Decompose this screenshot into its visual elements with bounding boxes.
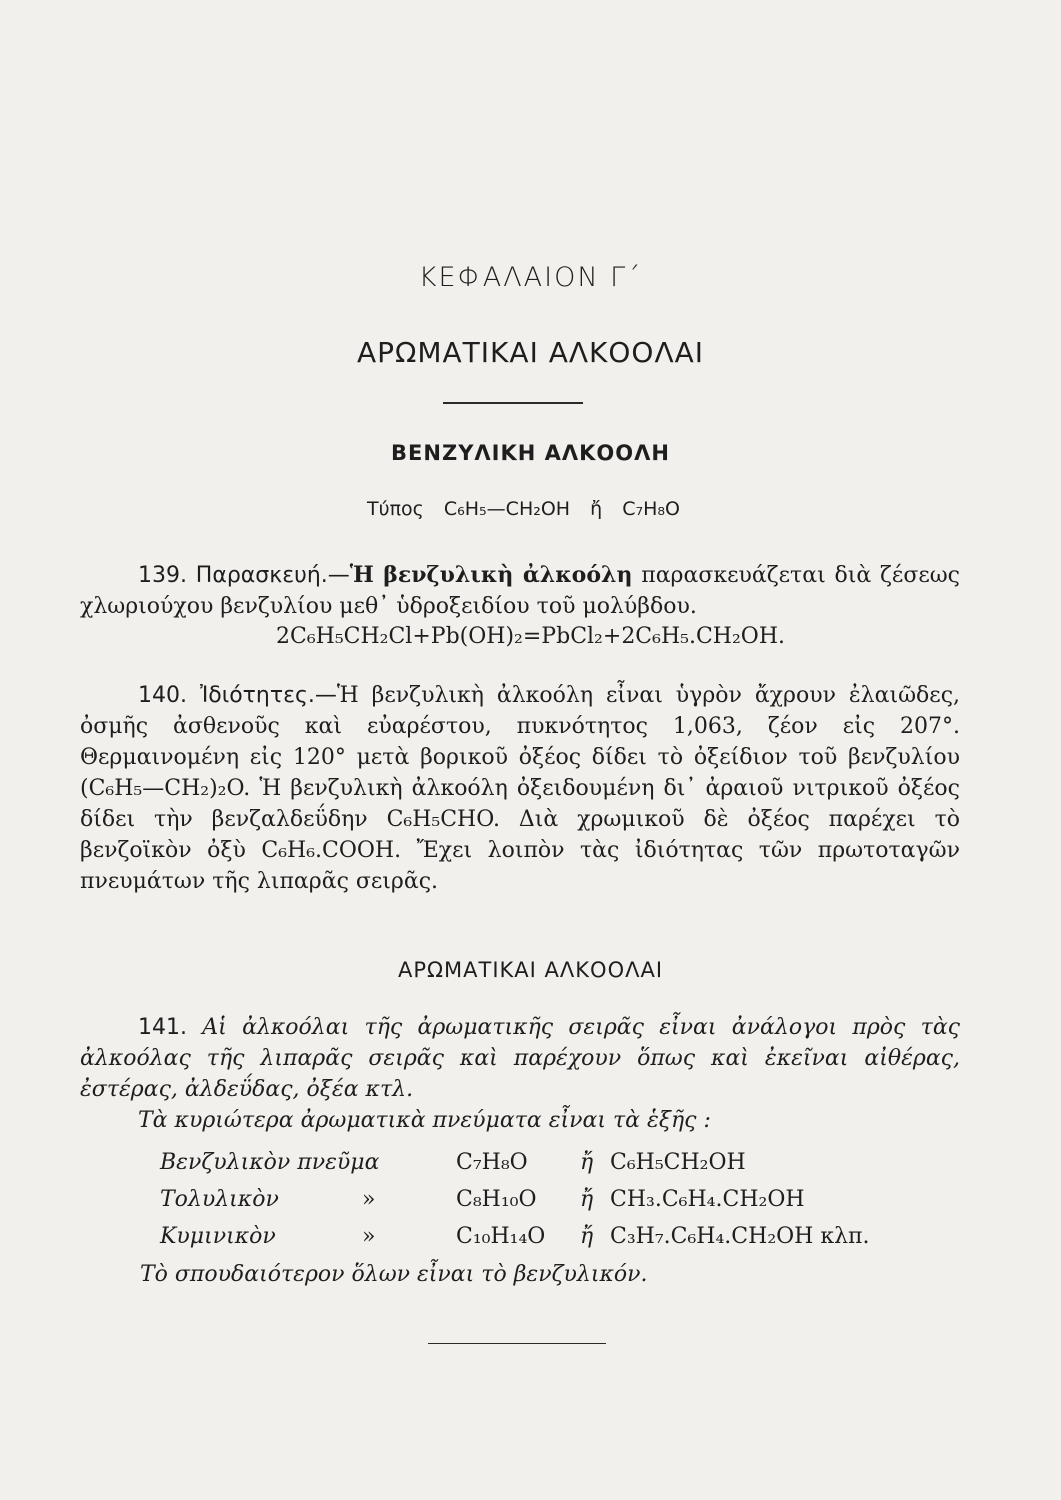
paragraph-text: Ἡ βενζυλικὴ ἀλκοόλη εἶναι ὑγρὸν ἄχρουν ἐλαιῶδες, ὀσμῆς ἀσθενοῦς καὶ εὐαρέστου, πυκνότητος 1,063, ζέον εἰς 207°. Θερμαινομένη εἰς 120° μετὰ βορικοῦ ὀξέος δίδει τὸ ὀξείδιον τοῦ βενζυλίου (C₆H₅—CH₂)₂O. Ἡ βενζυλικὴ ἀλκοόλη ὀξειδουμένη δι᾽ ἀραιοῦ νιτρικοῦ ὀξέος δίδει τὴν βενζαλδεΰδην C₆H₅CHO. Διὰ χρωμικοῦ δὲ ὀξέος παρέχει τὸ βενζοϊκὸν ὀξὺ C₆H₆.COOH. Ἔχει λοιπὸν τὰς ἰδιότητας τῶν πρωτοταγῶν πνευμάτων τῆς λιπαρᾶς σειρᾶς. [80,683,961,894]
formula-or: ἤ [580,1187,594,1212]
formula-or: ἤ [590,498,603,520]
chemical-equation: 2C₆H₅CH₂Cl+Pb(OH)₂=PbCl₂+2C₆H₅.CH₂OH. [275,624,786,649]
list-item [160,1150,980,1187]
formula-label: Τύπος [367,498,424,520]
molecular-formula: C₁₀H₁₄O [456,1224,546,1249]
molecular-formula: C₈H₁₀O [456,1187,537,1212]
formula-molecular: C₇H₈O [622,498,680,520]
divider [443,402,583,404]
formula-line [0,498,1061,520]
paragraph-number: 141. [138,1015,187,1040]
paragraph-text: παρασκευάζεται διὰ ζέσεως χλωριούχου βενζυλίου μεθ᾽ ὑδροξειδίου τοῦ μολύβδου. [80,563,960,619]
compound-name: Τολυλικὸν [160,1187,279,1212]
closing-sentence: Τὸ σπουδαιότερον ὅλων εἶναι τὸ βενζυλικόν. [140,1262,648,1287]
ditto-mark: » [362,1187,376,1212]
chapter-title: ΑΡΩΜΑΤΙΚΑΙ ΑΛΚΟΟΛΑΙ [356,336,705,369]
section-heading: ΑΡΩΜΑΤΙΚΑΙ ΑΛΚΟΟΛΑΙ [397,958,664,982]
compound-name: Κυμινικὸν [160,1224,276,1249]
divider [428,1343,606,1344]
paragraph-heading: Ἰδιότητες.— [199,683,337,708]
compound-list [160,1150,980,1261]
section-title: ΒΕΝΖΥΛΙΚΗ ΑΛΚΟΟΛΗ [391,441,670,465]
list-item [160,1187,980,1224]
structural-formula: CH₃.C₆H₄.CH₂OH [610,1187,805,1212]
paragraph-number: 140. [138,683,187,708]
paragraph-139 [80,560,960,622]
formula-or: ἤ [580,1150,594,1175]
paragraph-141 [80,1012,960,1136]
chapter-heading: ΚΕΦΑΛΑΙΟΝ Γ΄ [418,262,643,293]
paragraph-140 [80,680,960,897]
compound-name: Βενζυλικὸν πνεῦμα [160,1150,380,1175]
list-intro: Τὰ κυριώτερα ἀρωματικὰ πνεύματα εἶναι τὰ ἑξῆς : [138,1108,711,1133]
molecular-formula: C₇H₈O [456,1150,528,1175]
paragraph-number: 139. [138,563,187,588]
list-item [160,1224,980,1261]
structural-formula: C₃H₇.C₆H₄.CH₂OH κλπ. [610,1224,870,1249]
paragraph-text: Αἱ ἀλκοόλαι τῆς ἀρωματικῆς σειρᾶς εἶναι ἀνάλογοι πρὸς τὰς ἀλκοόλας τῆς λιπαρᾶς σειρᾶς καὶ παρέχουν ὅπως καὶ ἐκεῖναι αἰθέρας, ἐστέρας, ἀλδεΰδας, ὀξέα κτλ. [80,1015,960,1102]
bold-term: Ἡ βενζυλικὴ ἀλκοόλη [349,562,633,588]
paragraph-heading: Παρασκευή.— [195,563,350,588]
ditto-mark: » [362,1224,376,1249]
structural-formula: C₆H₅CH₂OH [610,1150,746,1175]
formula-structural: C₆H₅—CH₂OH [443,498,571,520]
formula-or: ἤ [580,1224,594,1249]
